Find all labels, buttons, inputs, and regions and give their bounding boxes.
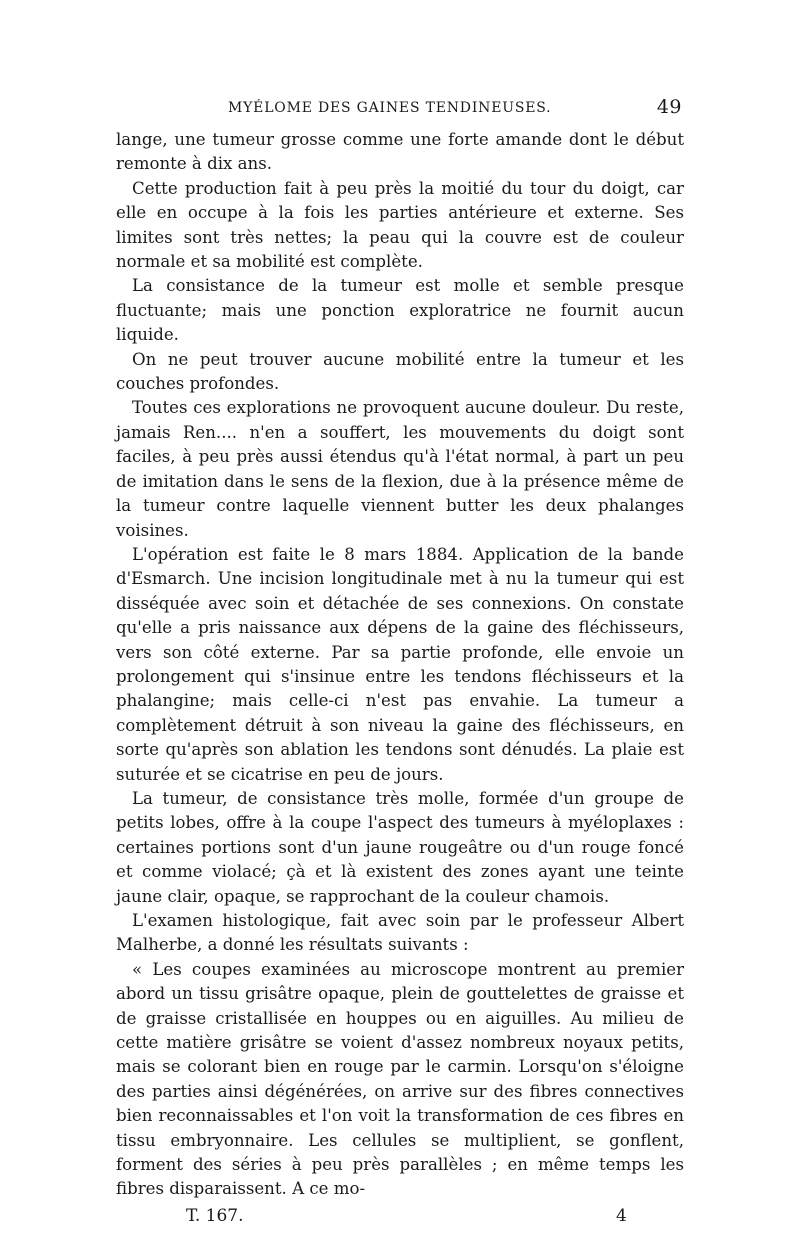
- page-footer: [116, 1206, 684, 1234]
- page-body: [116, 128, 684, 1202]
- running-title: MYÉLOME DES GAINES TENDINEUSES.: [228, 100, 552, 116]
- paragraph: Cette production fait à peu près la moitié du tour du doigt, car elle en occupe à la fois les parties antérieure et externe. Ses limites sont très nettes; la peau qui la couvre est de couleur normale et sa mobilité est complète.: [116, 178, 684, 272]
- paragraph: On ne peut trouver aucune mobilité entre la tumeur et les couches profondes.: [116, 349, 684, 394]
- paragraph: L'opération est faite le 8 mars 1884. Application de la bande d'Esmarch. Une incision longitudinale met à nu la tumeur qui est disséquée avec soin et détachée de ses connexions. On constate qu'elle a pris naissance aux dépens de la gaine des fléchisseurs, vers son côté externe. Par sa partie profonde, elle envoie un prolongement qui s'insinue entre les tendons fléchisseurs et la phalangine; mais celle-ci n'est pas envahie. La tumeur a complètement détruit à son niveau la gaine des fléchisseurs, en sorte qu'après son ablation les tendons sont dénudés. La plaie est suturée et se cicatrise en peu de jours.: [116, 544, 684, 784]
- paragraph: La tumeur, de consistance très molle, formée d'un groupe de petits lobes, offre à la coupe l'aspect des tumeurs à myéloplaxes : certaines portions sont d'un jaune rougeâtre ou d'un rouge foncé et comme violacé; çà et là existent des zones ayant une teinte jaune clair, opaque, se rapprochant de la couleur chamois.: [116, 788, 684, 906]
- sheet-number: 4: [616, 1205, 627, 1226]
- paragraph-quote: « Les coupes examinées au microscope montrent au premier abord un tissu grisâtre opaque, plein de gouttelettes de graisse et de graisse cristallisée en houppes ou en aiguilles. Au milieu de cette matière grisâtre se voient d'assez nombreux noyaux petits, mais se colorant bien en rouge par le carmin. Lorsqu'on s'éloigne des parties ainsi dégénérées, on arrive sur des fibres connectives bien reconnaissables et l'on voit la transformation de ces fibres en tissu embryonnaire. Les cellules se multiplient, se gonflent, forment des séries à peu près parallèles ; en même temps les fibres disparaissent. A ce mo-: [116, 959, 684, 1199]
- signature-mark: T. 167.: [186, 1205, 244, 1226]
- paragraph-continued: lange, une tumeur grosse comme une forte amande dont le début remonte à dix ans.: [116, 130, 684, 174]
- paragraph: La consistance de la tumeur est molle et semble presque fluctuante; mais une ponction exploratrice ne fournit aucun liquide.: [116, 276, 684, 345]
- paragraph: Toutes ces explorations ne provoquent aucune douleur. Du reste, jamais Ren.... n'en a souffert, les mouvements du doigt sont faciles, à peu près aussi étendus qu'à l'état normal, à part un peu de imitation dans le sens de la flexion, due à la présence même de la tumeur contre laquelle viennent butter les deux phalanges voisines.: [116, 398, 684, 540]
- page-number: 49: [656, 96, 682, 118]
- paragraph: L'examen histologique, fait avec soin par le professeur Albert Malherbe, a donné les résultats suivants :: [116, 911, 684, 955]
- running-head: [116, 96, 684, 124]
- book-page: [116, 96, 684, 1234]
